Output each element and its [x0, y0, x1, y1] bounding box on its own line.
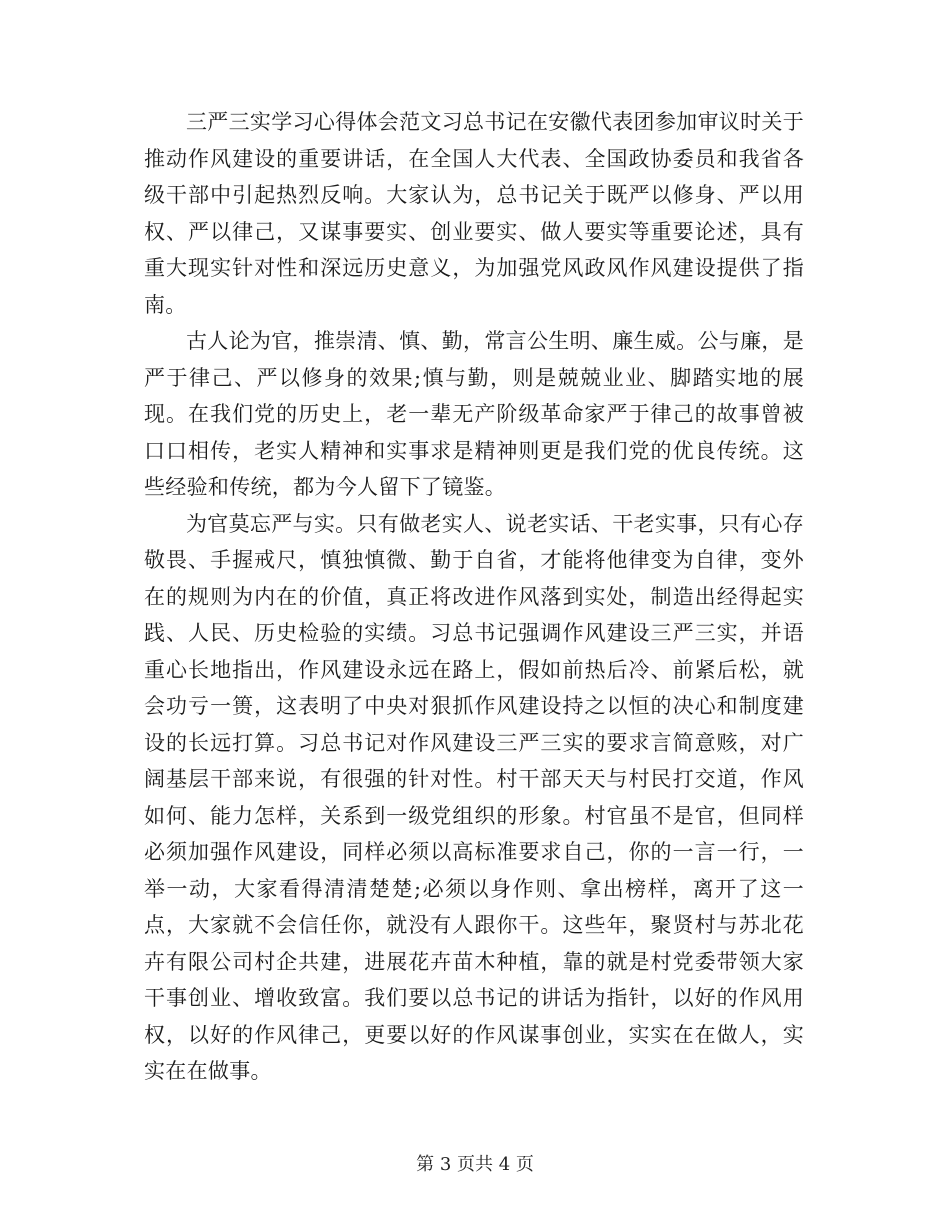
- paragraph-1: 三严三实学习心得体会范文习总书记在安徽代表团参加审议时关于推动作风建设的重要讲话，在全国人大代表、全国政协委员和我省各级干部中引起热烈反响。大家认为，总书记关于既严以修身、严以用权、严以律己，又谋事要实、创业要实、做人要实等重要论述，具有重大现实针对性和深远历史意义，为加强党风政风作风建设提供了指南。: [144, 110, 804, 317]
- page-number-footer: 第 3 页共 4 页: [416, 1154, 534, 1175]
- paragraph-3: 为官莫忘严与实。只有做老实人、说老实话、干老实事，只有心存敬畏、手握戒尺，慎独慎微、勤于自省，才能将他律变为自律，变外在的规则为内在的价值，真正将改进作风落到实处，制造出经得起实践、人民、历史检验的实绩。习总书记强调作风建设三严三实，并语重心长地指出，作风建设永远在路上，假如前热后冷、前紧后松，就会功亏一篑，这表明了中央对狠抓作风建设持之以恒的决心和制度建设的长远打算。习总书记对作风建设三严三实的要求言简意赅，对广阔基层干部来说，有很强的针对性。村干部天天与村民打交道，作风如何、能力怎样，关系到一级党组织的形象。村官虽不是官，但同样必须加强作风建设，同样必须以高标准要求自己，你的一言一行，一举一动，大家看得清清楚楚;必须以身作则、拿出榜样，离开了这一点，大家就不会信任你，就没有人跟你干。这些年，聚贤村与苏北花卉有限公司村企共建，进展花卉苗木种植，靠的就是村党委带领大家干事创业、增收致富。我们要以总书记的讲话为指针，以好的作风用权，以好的作风律己，更要以好的作风谋事创业，实实在在做人，实实在在做事。: [144, 511, 804, 1083]
- paragraph-2: 古人论为官，推崇清、慎、勤，常言公生明、廉生威。公与廉，是严于律己、严以修身的效果;慎与勤，则是兢兢业业、脚踏实地的展现。在我们党的历史上，老一辈无产阶级革命家严于律己的故事曾被口口相传，老实人精神和实事求是精神则更是我们党的优良传统。这些经验和传统，都为今人留下了镜鉴。: [144, 329, 804, 499]
- document-body: [144, 104, 804, 1090]
